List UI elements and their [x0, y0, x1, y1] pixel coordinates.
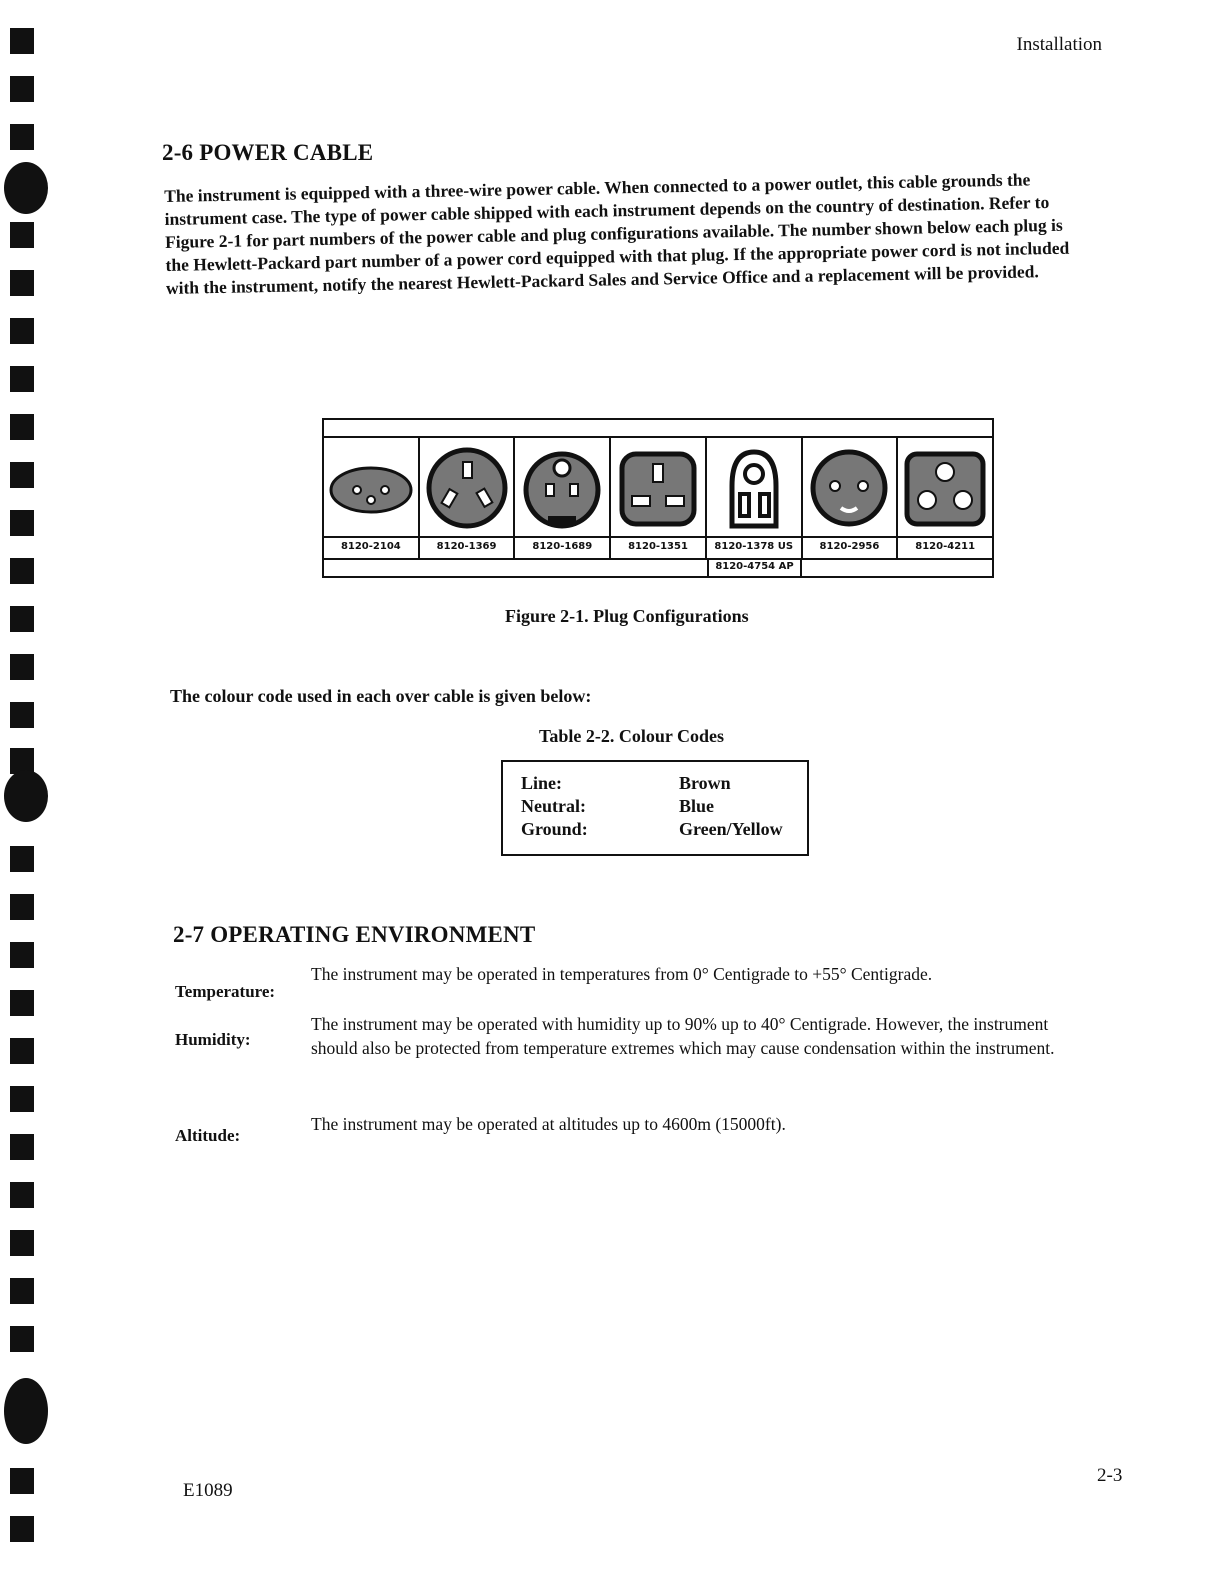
- part-number-label: 8120-1378 US: [707, 538, 803, 558]
- section-heading-environment: 2-7 OPERATING ENVIRONMENT: [173, 922, 536, 947]
- colour-row: [521, 818, 807, 841]
- section-heading-power-cable: 2-6 POWER CABLE: [162, 140, 374, 165]
- plug-cell-1: [324, 438, 420, 538]
- power-cable-paragraph: The instrument is equipped with a three-wire power cable. When connected to a power outlet, this cable grounds the instrument case. The type of power cable shipped with each instrument depends on the country of destination. Refer to Figure 2-1 for part numbers of the power cable and plug configurations available. The number shown below each plug is the Hewlett-Packard part number of a power cord equipped with that plug. If the appropriate power cord is not included with the instrument, notify the nearest Hewlett-Packard Sales and Service Office and a replacement will be provided.: [164, 169, 1070, 298]
- plug-1689-icon: [518, 446, 606, 530]
- part-number-label: 8120-2956: [803, 538, 899, 558]
- colour-row: [521, 772, 807, 795]
- part-number-label: 8120-1351: [611, 538, 707, 558]
- plug-1378-icon: [710, 446, 798, 530]
- plug-1351-icon: [614, 446, 702, 530]
- colour-value: Blue: [679, 796, 715, 816]
- env-label-altitude: Altitude:: [175, 1126, 241, 1145]
- env-text-altitude: The instrument may be operated at altitudes up to 4600m (15000ft).: [311, 1114, 786, 1134]
- env-label-temperature: Temperature:: [175, 982, 276, 1001]
- colour-key: Ground:: [521, 819, 588, 839]
- colour-row: [521, 795, 807, 818]
- part-number-row: [324, 536, 992, 560]
- plug-cell-5: [707, 438, 803, 538]
- plug-cell-4: [611, 438, 707, 538]
- table-caption: Table 2-2. Colour Codes: [539, 726, 725, 746]
- figure-caption: Figure 2-1. Plug Configurations: [505, 606, 749, 626]
- part-number-label: 8120-1369: [420, 538, 516, 558]
- plug-cell-3: [515, 438, 611, 538]
- colour-key: Neutral:: [521, 796, 586, 816]
- plug-4211-icon: [901, 446, 989, 530]
- binding-holes: [0, 0, 50, 1584]
- colour-key: Line:: [521, 773, 563, 793]
- plug-image-row: [324, 436, 992, 538]
- plug-cell-6: [803, 438, 899, 538]
- plug-2104-icon: [327, 446, 415, 530]
- colour-value: Brown: [679, 773, 731, 793]
- env-label-humidity: Humidity:: [175, 1030, 251, 1049]
- plug-cell-7: [898, 438, 992, 538]
- plug-configurations-figure: [322, 418, 994, 578]
- colour-intro: The colour code used in each over cable is given below:: [170, 686, 592, 706]
- colour-code-table: [501, 760, 809, 856]
- plug-1369-icon: [423, 446, 511, 530]
- part-number-label: 8120-4211: [915, 541, 976, 552]
- alt-part-number-label: 8120-4754 AP: [707, 558, 802, 576]
- document-number: E1089: [183, 1480, 233, 1501]
- running-header: Installation: [1016, 34, 1102, 55]
- env-text-temperature: The instrument may be operated in temperatures from 0° Centigrade to +55° Centigrade.: [311, 964, 933, 984]
- env-text-humidity: The instrument may be operated with humidity up to 90% up to 40° Centigrade. However, the instrument should also be protected from temperature extremes which may cause condensation within the instrument.: [311, 1014, 1055, 1058]
- page-number: 2-3: [1097, 1465, 1123, 1486]
- plug-2956-icon: [805, 446, 893, 530]
- part-number-label: 8120-1689: [515, 538, 611, 558]
- part-number-label: 8120-2104: [324, 538, 420, 558]
- plug-cell-2: [420, 438, 516, 538]
- colour-value: Green/Yellow: [679, 819, 783, 839]
